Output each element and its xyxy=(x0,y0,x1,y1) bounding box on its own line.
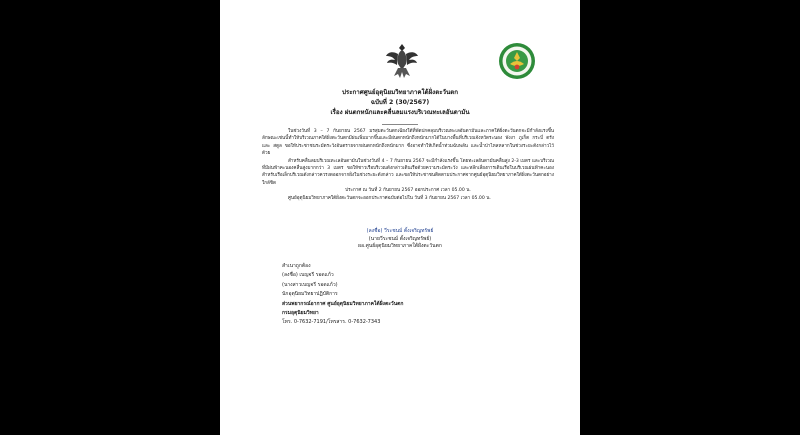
title-divider xyxy=(382,124,418,125)
certified-copy-block xyxy=(282,262,403,328)
document-page xyxy=(220,0,580,435)
announcement-header xyxy=(220,88,580,118)
department-name: ส่วนพยากรณ์อากาศ ศูนย์อุตุนิยมวิทยาภาคใต้ฝั่งตะวันตก xyxy=(282,300,404,307)
announcement-subject: เรื่อง ฝนตกหนักและคลื่นลมแรงบริเวณทะเลอันดามัน xyxy=(330,109,470,116)
certified-copy-signed: (ลงชื่อ) เบญจรี รอดแก้ว xyxy=(282,272,334,279)
contact-phone: โทร. 0-7632-7191/โทรสาร. 0-7632-7343 xyxy=(282,319,381,326)
organization-name: กรมอุตุนิยมวิทยา xyxy=(282,310,319,317)
signature-block xyxy=(220,228,580,251)
certified-copy-title: นักอุตุนิยมวิทยาปฏิบัติการ xyxy=(282,291,338,298)
signature-signed: (ลงชื่อ) วีระชนม์ ตั้งเจริญทรัพย์ xyxy=(366,228,434,234)
certified-copy-label: สำเนาถูกต้อง xyxy=(282,263,311,269)
issued-time: ประกาศ ณ วันที่ 2 กันยายน 2567 ออกประกาศ เวลา 05.00 น. xyxy=(345,188,471,194)
announcement-body xyxy=(262,128,554,202)
garuda-emblem-icon xyxy=(385,40,419,80)
body-paragraph-waves: สำหรับคลื่นลมบริเวณทะเลอันดามันในช่วงวันที่ 4 – 7 กันยายน 2567 จะมีกำลังแรงขึ้น โดยทะเลอันดามันคลื่นสูง 2-3 เมตร และบริเวณที่มีฝนฟ้าคะนองคลื่นสูงมากกว่า 3 เมตร ขอให้ชาวเรือบริเวณดังกล่าวเดินเรือด้วยความระมัดระวัง และหลีกเลี่ยงการเดินเรือในบริเวณฝนฟ้าคะนอง สำหรับเรือเล็กบริเวณดังกล่าวควรงดออกจากฝั่งในช่วงระยะดังกล่าว และขอให้ประชาชนติดตามประกาศจากศูนย์อุตุนิยมวิทยาภาคใต้ฝั่งตะวันตกอย่างใกล้ชิด xyxy=(262,158,554,186)
announcement-issue: ฉบับที่ 2 (30/2567) xyxy=(370,99,430,106)
signature-name: (นายวีระชนม์ ตั้งเจริญทรัพย์) xyxy=(368,235,432,242)
announcement-title: ประกาศศูนย์อุตุนิยมวิทยาภาคใต้ฝั่งตะวันตก xyxy=(341,89,458,96)
next-announcement: ศูนย์อุตุนิยมวิทยาภาคใต้ฝั่งตะวันตกจะออกประกาศฉบับต่อไปใน วันที่ 3 กันยายน 2567 เวลา 05.00 น. xyxy=(288,195,491,201)
certified-copy-name: (นางสาวเบญจรี รอดแก้ว) xyxy=(282,281,338,288)
body-paragraph-rain: ในช่วงวันที่ 3 – 7 กันยายน 2567 มรสุมตะวันตกเฉียงใต้ที่พัดปกคลุมบริเวณทะเลอันดามันและภาคใต้ฝั่งตะวันตกจะมีกำลังแรงขึ้น ลักษณะเช่นนี้ทำให้บริเวณภาคใต้ฝั่งตะวันตกมีฝนเพิ่มมากขึ้นและมีฝนตกหนักถึงหนักมากได้ในบางพื้นที่บริเวณจังหวัดระนอง พังงา ภูเก็ต กระบี่ ตรัง และ สตูล ขอให้ประชาชนระมัดระวังอันตรายจากฝนตกหนักถึงหนักมาก ซึ่งอาจทำให้เกิดน้ำท่วมฉับพลัน และน้ำป่าไหลหลากในช่วงระยะดังกล่าวไว้ด้วย xyxy=(262,129,554,157)
tmd-seal-icon xyxy=(498,42,536,80)
signature-position: ผอ.ศูนย์อุตุนิยมวิทยาภาคใต้ฝั่งตะวันตก xyxy=(358,243,442,250)
